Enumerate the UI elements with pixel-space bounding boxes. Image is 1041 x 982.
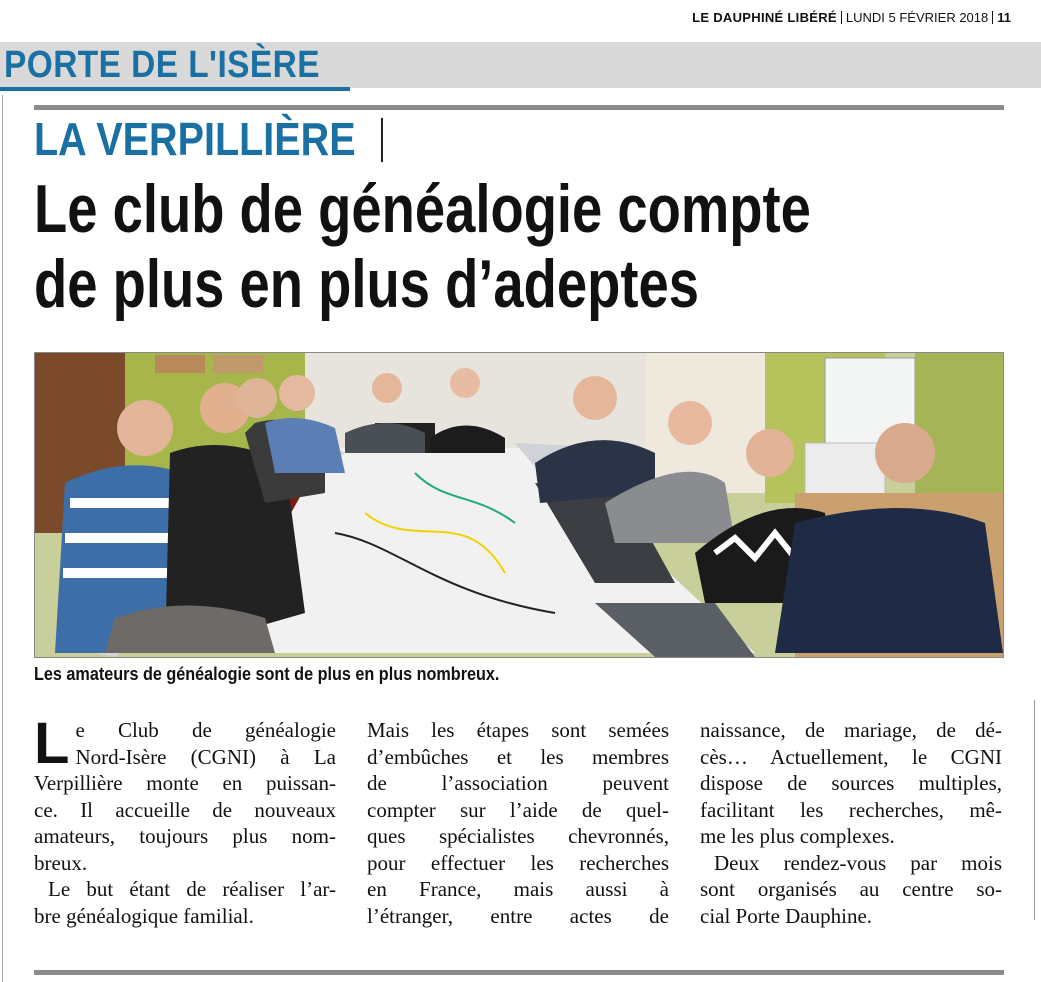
body-line: e Club de généalogie [75,718,336,742]
body-line: l’étranger, entre actes de [367,903,669,928]
body-line: bre généalogique familial. [34,903,254,928]
body-line: d’embûches et les membres [367,744,669,769]
body-line: Verpillière monte en puissan- [34,771,336,795]
page-margin-rule [2,95,3,982]
section-title: PORTE DE L'ISÈRE [4,44,321,86]
article-photo [34,352,1004,658]
section-underline [0,87,350,91]
body-line: amateurs, toujours plus nom- [34,824,336,848]
body-line: de l’association peuvent [367,771,669,795]
body-line: sont organisés au centre so- [700,877,1002,901]
body-line: me les plus complexes. [700,824,895,848]
body-line: naissance, de mariage, de dé- [700,718,1002,742]
newspaper-name: LE DAUPHINÉ LIBÉRÉ [692,10,837,25]
masthead [692,10,1011,25]
body-line: Nord-Isère (CGNI) à La [75,744,336,769]
body-line: compter sur l’aide de quel- [367,797,669,822]
page-number: 11 [997,10,1011,25]
body-line: cès… Actuellement, le CGNI [700,744,1002,769]
body-line: cial Porte Dauphine. [700,903,873,928]
article-top-rule [34,105,1004,110]
body-line: pour effectuer les recherches [367,850,669,875]
article-headline [34,172,914,322]
article-bottom-rule [34,970,1004,975]
article-column-3 [700,717,1002,929]
body-line: breux. [34,850,88,875]
body-line: Mais les étapes sont semées [367,718,669,742]
body-line: dispose de sources multiples, [700,771,1002,795]
drop-cap: L [34,711,70,776]
body-line: en France, mais aussi à [367,877,669,901]
column-edge-rule [1034,700,1035,920]
article-column-2 [367,717,669,929]
body-line: Le but étant de réaliser l’ar- [48,877,336,901]
body-line: Deux rendez-vous par mois [714,850,1002,875]
photo-caption: Les amateurs de généalogie sont de plus en plus nombreux. [34,664,500,684]
article-kicker: LA VERPILLIÈRE [34,113,356,165]
body-line: ce. Il accueille de nouveaux [34,797,336,822]
body-line: ques spécialistes chevronnés, [367,824,669,848]
headline-line: de plus en plus d’adeptes [34,246,700,322]
issue-date: LUNDI 5 FÉVRIER 2018 [845,10,989,25]
article-column-1 [34,711,336,929]
masthead-separator [841,11,842,24]
photo-illustration [35,353,1003,657]
masthead-separator [992,11,993,24]
headline-line: Le club de généalogie compte [34,171,811,247]
kicker-divider [381,118,383,162]
body-line: facilitant les recherches, mê- [700,797,1002,822]
